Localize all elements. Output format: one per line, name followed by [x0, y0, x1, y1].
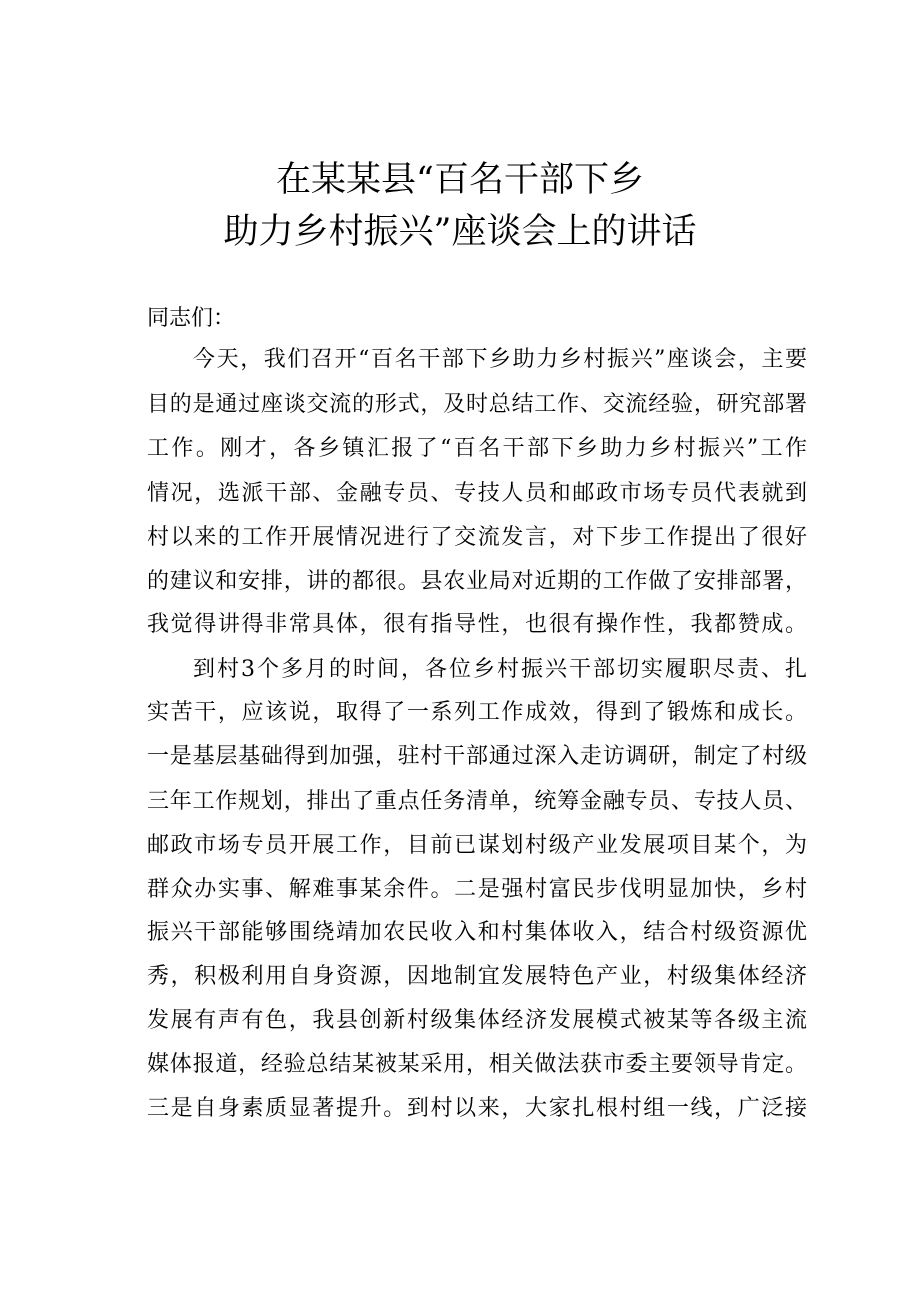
paragraph-1-line: 工作。刚才，各乡镇汇报了“百名干部下乡助力乡村振兴”工作 [147, 436, 807, 461]
paragraph-1-line: 情况，选派干部、金融专员、专技人员和邮政市场专员代表就到 [147, 481, 807, 506]
document-title-line-1: 在某某县“百名干部下乡 [276, 160, 644, 200]
paragraph-1-line: 目的是通过座谈交流的形式，及时总结工作、交流经验，研究部署 [147, 392, 807, 417]
paragraph-2-line: 振兴干部能够围绕靖加农民收入和村集体收入，结合村级资源优 [147, 920, 807, 945]
document-title-line-2: 助力乡村振兴”座谈会上的讲话 [223, 212, 697, 252]
paragraph-1-line: 村以来的工作开展情况进行了交流发言，对下步工作提出了很好 [147, 525, 807, 550]
paragraph-2-line: 群众办实事、解难事某余件。二是强村富民步伐明显加快，乡村 [147, 877, 807, 902]
paragraph-2-line: 到村3个多月的时间，各位乡村振兴干部切实履职尽责、扎 [193, 657, 807, 682]
paragraph-2-line: 一是基层基础得到加强，驻村干部通过深入走访调研，制定了村级 [147, 744, 807, 769]
salutation: 同志们： [147, 306, 236, 331]
paragraph-2-line: 邮政市场专员开展工作，目前已谋划村级产业发展项目某个，为 [147, 833, 807, 858]
paragraph-2-line: 三年工作规划，排出了重点任务清单，统筹金融专员、专技人员、 [147, 789, 807, 814]
paragraph-2-line: 实苦干，应该说，取得了一系列工作成效，得到了锻炼和成长。 [147, 700, 807, 725]
paragraph-1-line: 我觉得讲得非常具体，很有指导性，也很有操作性，我都赞成。 [147, 612, 807, 637]
paragraph-2-line: 三是自身素质显著提升。到村以来，大家扎根村组一线，广泛接 [147, 1096, 807, 1121]
paragraph-2-line: 秀，积极利用自身资源，因地制宜发展特色产业，村级集体经济 [147, 964, 807, 989]
paragraph-1-line: 今天，我们召开“百名干部下乡助力乡村振兴”座谈会，主要 [193, 347, 807, 372]
paragraph-2-line: 媒体报道，经验总结某被某采用，相关做法获市委主要领导肯定。 [147, 1052, 807, 1077]
paragraph-2-line: 发展有声有色，我县创新村级集体经济发展模式被某等各级主流 [147, 1008, 807, 1033]
paragraph-1-line: 的建议和安排，讲的都很。县农业局对近期的工作做了安排部署， [147, 569, 807, 594]
